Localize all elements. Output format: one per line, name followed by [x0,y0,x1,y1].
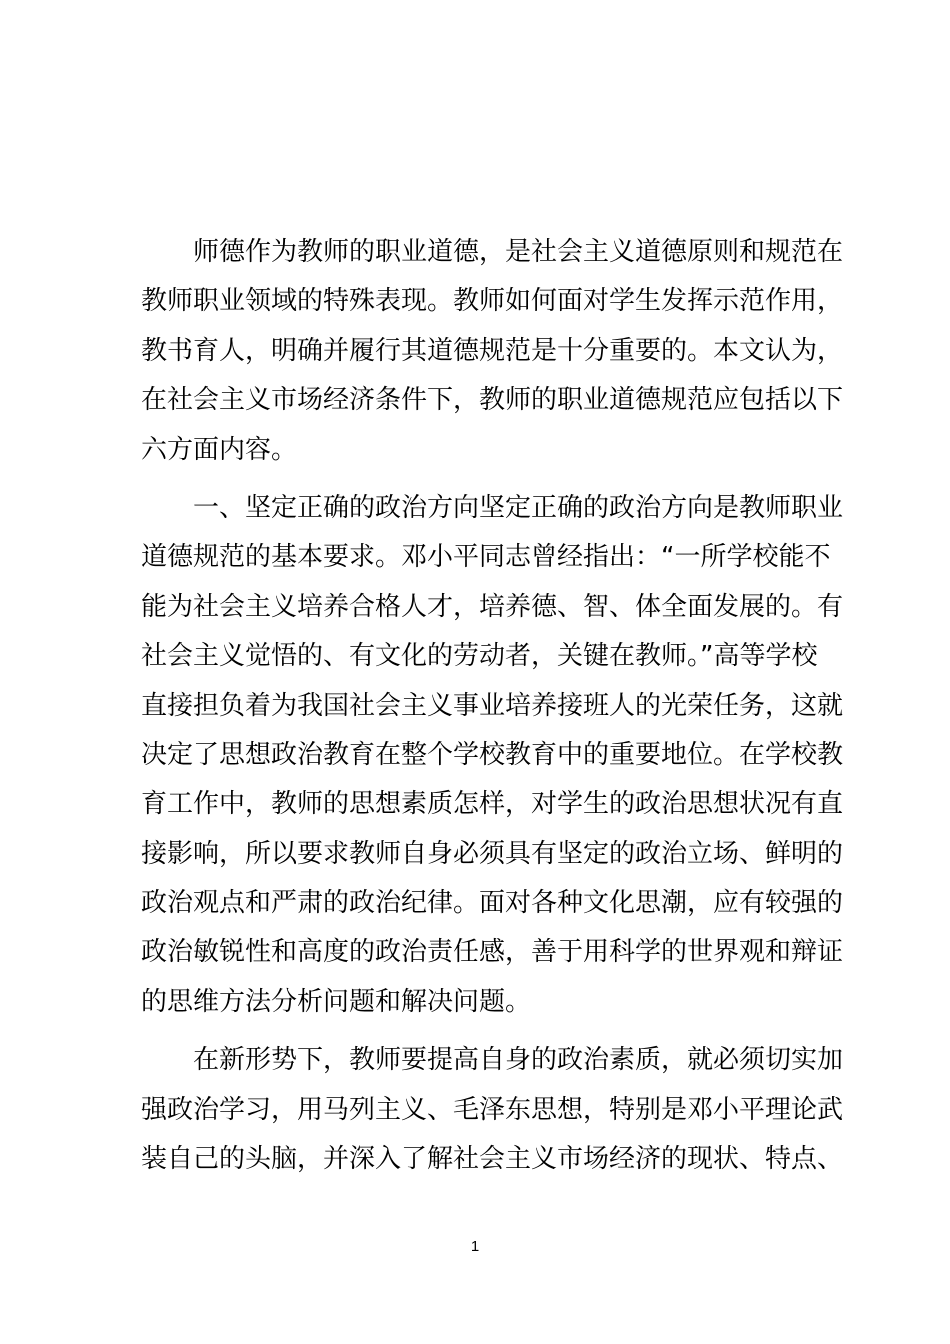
paragraph-spacer [141,1027,831,1036]
page-number: 1 [470,1238,480,1255]
paragraph-spacer [141,475,831,484]
text-line: 接影响，所以要求教师自身必须具有坚定的政治立场、鲜明的 [141,838,844,869]
body-text [141,228,844,1184]
text-line: 六方面内容。 [141,434,298,465]
text-line: 政治敏锐性和高度的政治责任感，善于用科学的世界观和辩证 [141,937,844,968]
text-line: 一、坚定正确的政治方向坚定正确的政治方向是教师职业 [141,492,844,523]
paragraph-1 [141,228,844,475]
text-line: 育工作中，教师的思想素质怎样，对学生的政治思想状况有直 [141,789,844,820]
text-line: 道德规范的基本要求。邓小平同志曾经指出：“一所学校能不 [141,542,831,573]
text-line: 在新形势下，教师要提高自身的政治素质，就必须切实加 [141,1045,844,1076]
text-line: 直接担负着为我国社会主义事业培养接班人的光荣任务，这就 [141,690,844,721]
text-line: 装自己的头脑，并深入了解社会主义市场经济的现状、特点、 [141,1144,844,1175]
text-line: 在社会主义市场经济条件下，教师的职业道德规范应包括以下 [141,385,844,416]
text-line: 能为社会主义培养合格人才，培养德、智、体全面发展的。有 [141,591,844,622]
text-line: 强政治学习，用马列主义、毛泽东思想，特别是邓小平理论武 [141,1094,844,1125]
text-line: 教师职业领域的特殊表现。教师如何面对学生发挥示范作用， [141,286,844,317]
text-line: 社会主义觉悟的、有文化的劳动者，关键在教师。”高等学校 [141,641,818,672]
text-line: 政治观点和严肃的政治纪律。面对各种文化思潮，应有较强的 [141,888,844,919]
text-line: 的思维方法分析问题和解决问题。 [141,986,532,1017]
text-line: 决定了思想政治教育在整个学校教育中的重要地位。在学校教 [141,739,844,770]
text-line: 师德作为教师的职业道德，是社会主义道德原则和规范在 [141,237,844,267]
paragraph-3 [141,1036,844,1184]
paragraph-2 [141,484,844,1027]
text-line: 教书育人，明确并履行其道德规范是十分重要的。本文认为， [141,335,844,366]
